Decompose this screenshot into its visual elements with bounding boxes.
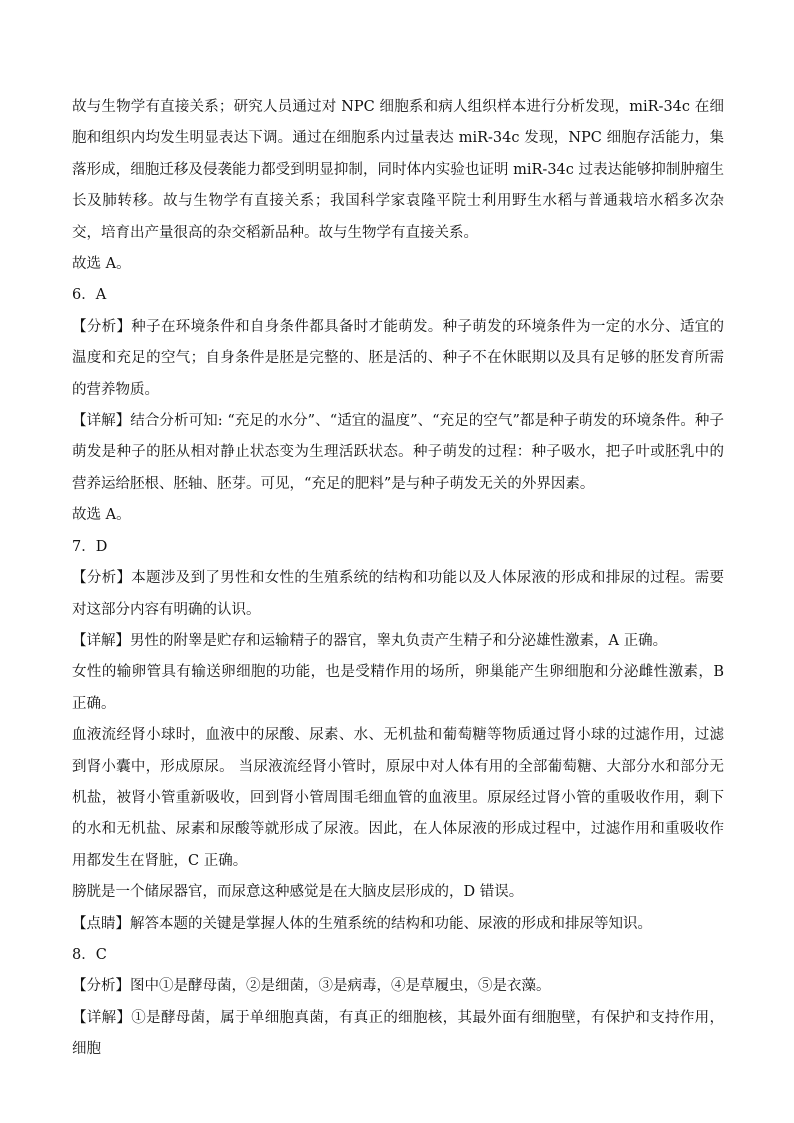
question-number-7: 7．D	[72, 538, 108, 555]
detail-7-a: 【详解】男性的附睾是贮存和运输精子的器官，睾丸负责产生精子和分泌雄性激素，A 正确。	[72, 632, 668, 649]
detail-7-d: 膀胱是一个储尿器官，而尿意这种感觉是在大脑皮层形成的，D 错误。	[72, 884, 524, 901]
question-number-6: 6．A	[72, 287, 107, 304]
paragraph-continuation: 故与生物学有直接关系；研究人员通过对 NPC 细胞系和病人组织样本进行分析发现，miR-34c 在细胞和组织内均发生明显表达下调。通过在细胞系内过量表达 miR-34c 发现，NPC 细胞存活能力，集落形成，细胞迁移及侵袭能力都受到明显抑制，同时体内实验也证明 miR-34c 过表达能够抑制肿瘤生长及肺转移。故与生物学有直接关系；我国科学家袁隆平院士利用野生水稻与普通栽培水稻多次杂交，培育出产量很高的杂交稻新品种。故与生物学有直接关系。	[72, 99, 724, 241]
analysis-7: 【分析】本题涉及到了男性和女性的生殖系统的结构和功能以及人体尿液的形成和排尿的过程。需要对这部分内容有明确的认识。	[72, 570, 724, 618]
document-body	[72, 92, 724, 1066]
answer-line: 故选 A。	[72, 256, 131, 273]
detail-7-c: 血液流经肾小球时，血液中的尿酸、尿素、水、无机盐和葡萄糖等物质通过肾小球的过滤作用，过滤到肾小囊中，形成原尿。 当尿液流经肾小管时，原尿中对人体有用的全部葡萄糖、大部分水和部分无机盐，被肾小管重新吸收，回到肾小管周围毛细血管的血液里。原尿经过肾小管的重吸收作用，剩下的水和无机盐、尿素和尿酸等就形成了尿液。因此，在人体尿液的形成过程中，过滤作用和重吸收作用都发生在肾脏，C 正确。	[72, 727, 724, 869]
question-number-8: 8．C	[72, 946, 107, 963]
analysis-6: 【分析】种子在环境条件和自身条件都具备时才能萌发。种子萌发的环境条件为一定的水分、适宜的温度和充足的空气；自身条件是胚是完整的、胚是活的、种子不在休眠期以及具有足够的胚发育所需的营养物质。	[72, 318, 724, 398]
detail-6: 【详解】结合分析可知: “充足的水分”、“适宜的温度”、“充足的空气”都是种子萌发的环境条件。种子萌发是种子的胚从相对静止状态变为生理活跃状态。种子萌发的过程：种子吸水，把子叶或胚乳中的营养运给胚根、胚轴、胚芽。可见，“充足的肥料”是与种子萌发无关的外界因素。	[72, 413, 724, 492]
answer-line: 故选 A。	[72, 507, 131, 524]
tip-7: 【点睛】解答本题的关键是掌握人体的生殖系统的结构和功能、尿液的形成和排尿等知识。	[72, 915, 652, 932]
analysis-8: 【分析】图中①是酵母菌，②是细菌，③是病毒，④是草履虫，⑤是衣藻。	[72, 978, 551, 995]
detail-8: 【详解】①是酵母菌，属于单细胞真菌，有真正的细胞核，其最外面有细胞壁，有保护和支持作用，细胞	[72, 1009, 724, 1058]
detail-7-b: 女性的输卵管具有输送卵细胞的功能，也是受精作用的场所，卵巢能产生卵细胞和分泌雌性激素，B 正确。	[72, 664, 724, 712]
